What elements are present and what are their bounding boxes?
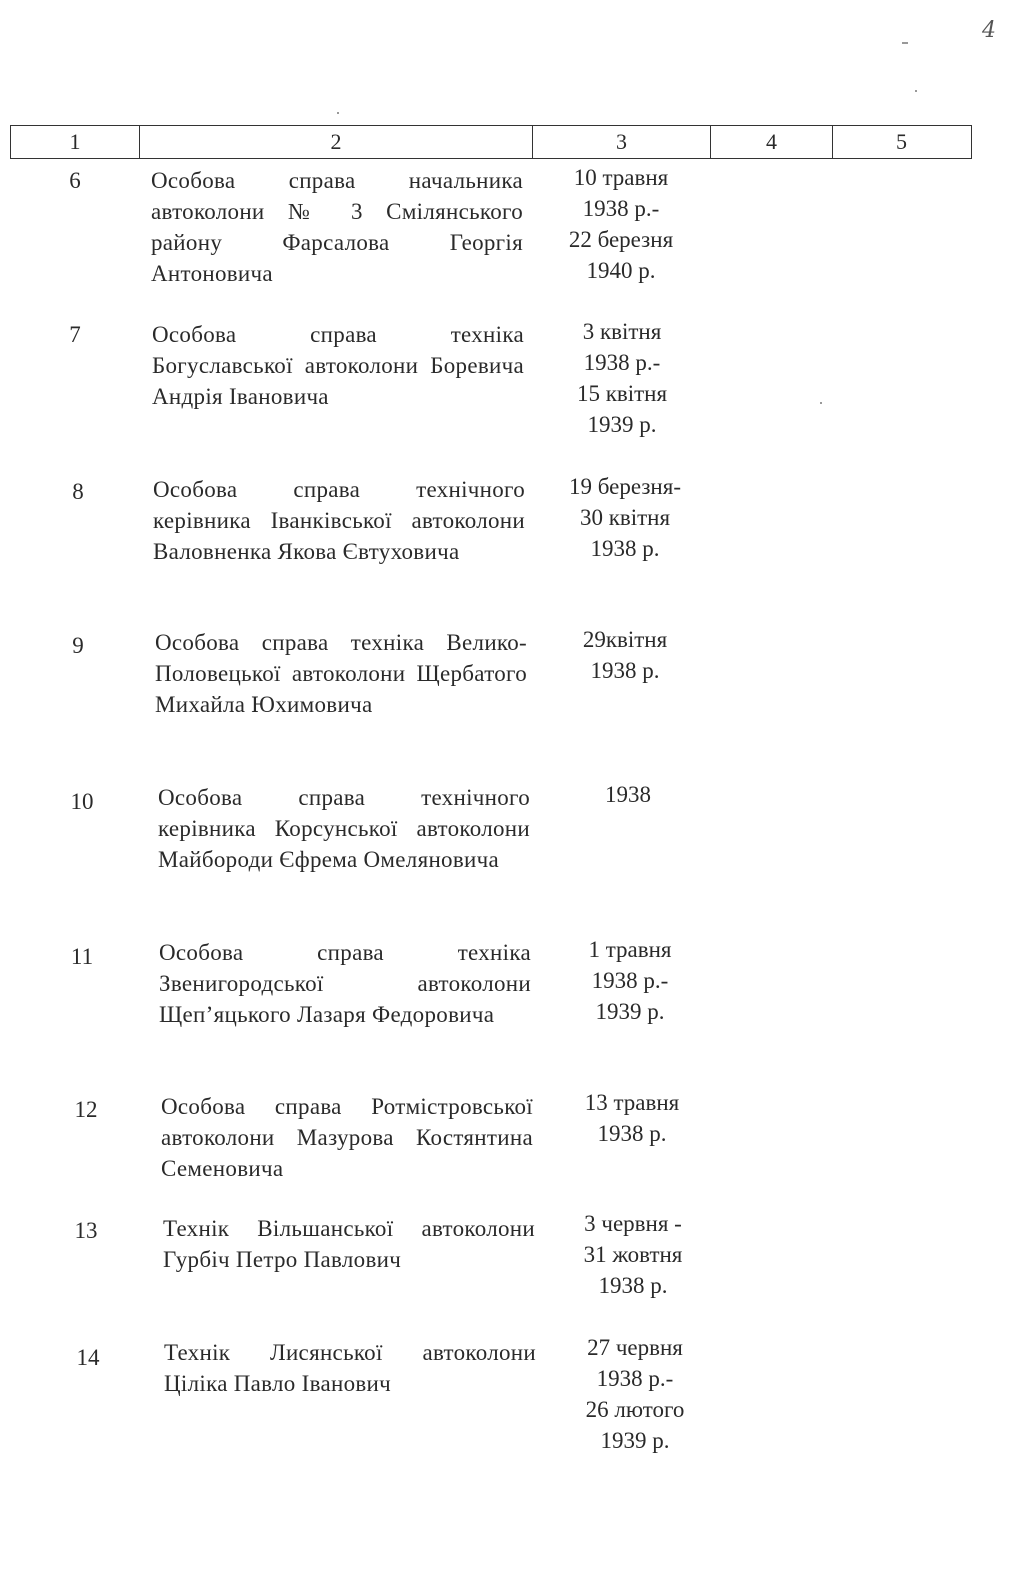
row-description: Особова справа Ротмістровської автоколони Мазурова Костянтина Семеновича (161, 1094, 533, 1181)
page-number: 4 (982, 18, 996, 43)
row-number: 8 (72, 479, 84, 504)
header-col-3: 3 (533, 126, 711, 158)
row-date: 19 березня- 30 квітня 1938 р. (569, 474, 681, 561)
row-date: 1 травня 1938 р.- 1939 р. (588, 937, 672, 1024)
row-date: 27 червня 1938 р.- 26 лютого 1939 р. (585, 1335, 685, 1453)
row-description: Технік Лисянської автоколони Ціліка Павло Іванович (164, 1340, 536, 1396)
header-col-1: 1 (11, 126, 140, 158)
row-description: Технік Вільшанської автоколони Гурбіч Петро Павлович (163, 1216, 535, 1272)
row-number: 10 (70, 789, 94, 814)
row-date: 29квітня 1938 р. (582, 627, 668, 683)
row-number: 6 (69, 168, 81, 193)
row-date: 3 червня - 31 жовтня 1938 р. (583, 1211, 683, 1298)
row-description: Особова справа техніка Богуславської автоколони Боревича Андрія Івановича (152, 322, 524, 409)
header-col-5: 5 (896, 129, 907, 154)
header-col-2: 2 (140, 126, 533, 158)
row-date: 3 квітня 1938 р.- 15 квітня 1939 р. (576, 319, 668, 437)
row-number: 7 (69, 322, 81, 347)
row-description: Особова справа технічного керівника Іванківської автоколони Валовненка Якова Євтуховича (153, 477, 525, 564)
row-date: 10 травня 1938 р.- 22 березня 1940 р. (568, 165, 674, 283)
row-date: 13 травня 1938 р. (584, 1090, 680, 1146)
row-date: 1938 (605, 782, 651, 807)
row-number: 11 (70, 944, 94, 969)
table-header (10, 125, 972, 159)
scan-speck (820, 402, 822, 404)
scan-speck (902, 42, 908, 44)
row-number: 12 (74, 1097, 98, 1122)
row-number: 14 (76, 1345, 100, 1370)
scan-speck (337, 112, 339, 114)
row-description: Особова справа технічного керівника Корсунської автоколони Майбороди Єфрема Омеляновича (158, 785, 530, 872)
scan-speck (915, 90, 917, 92)
header-col-4: 4 (711, 126, 833, 158)
row-description: Особова справа начальника автоколони № 3 Смілянського району Фарсалова Георгія Антоновича (151, 168, 523, 286)
row-description: Особова справа техніка Звенигородської автоколони Щеп’яцького Лазаря Федоровича (159, 940, 531, 1027)
row-description: Особова справа техніка Велико-Половецької автоколони Щербатого Михайла Юхимовича (155, 630, 527, 717)
row-number: 9 (72, 633, 84, 658)
row-number: 13 (74, 1218, 98, 1243)
